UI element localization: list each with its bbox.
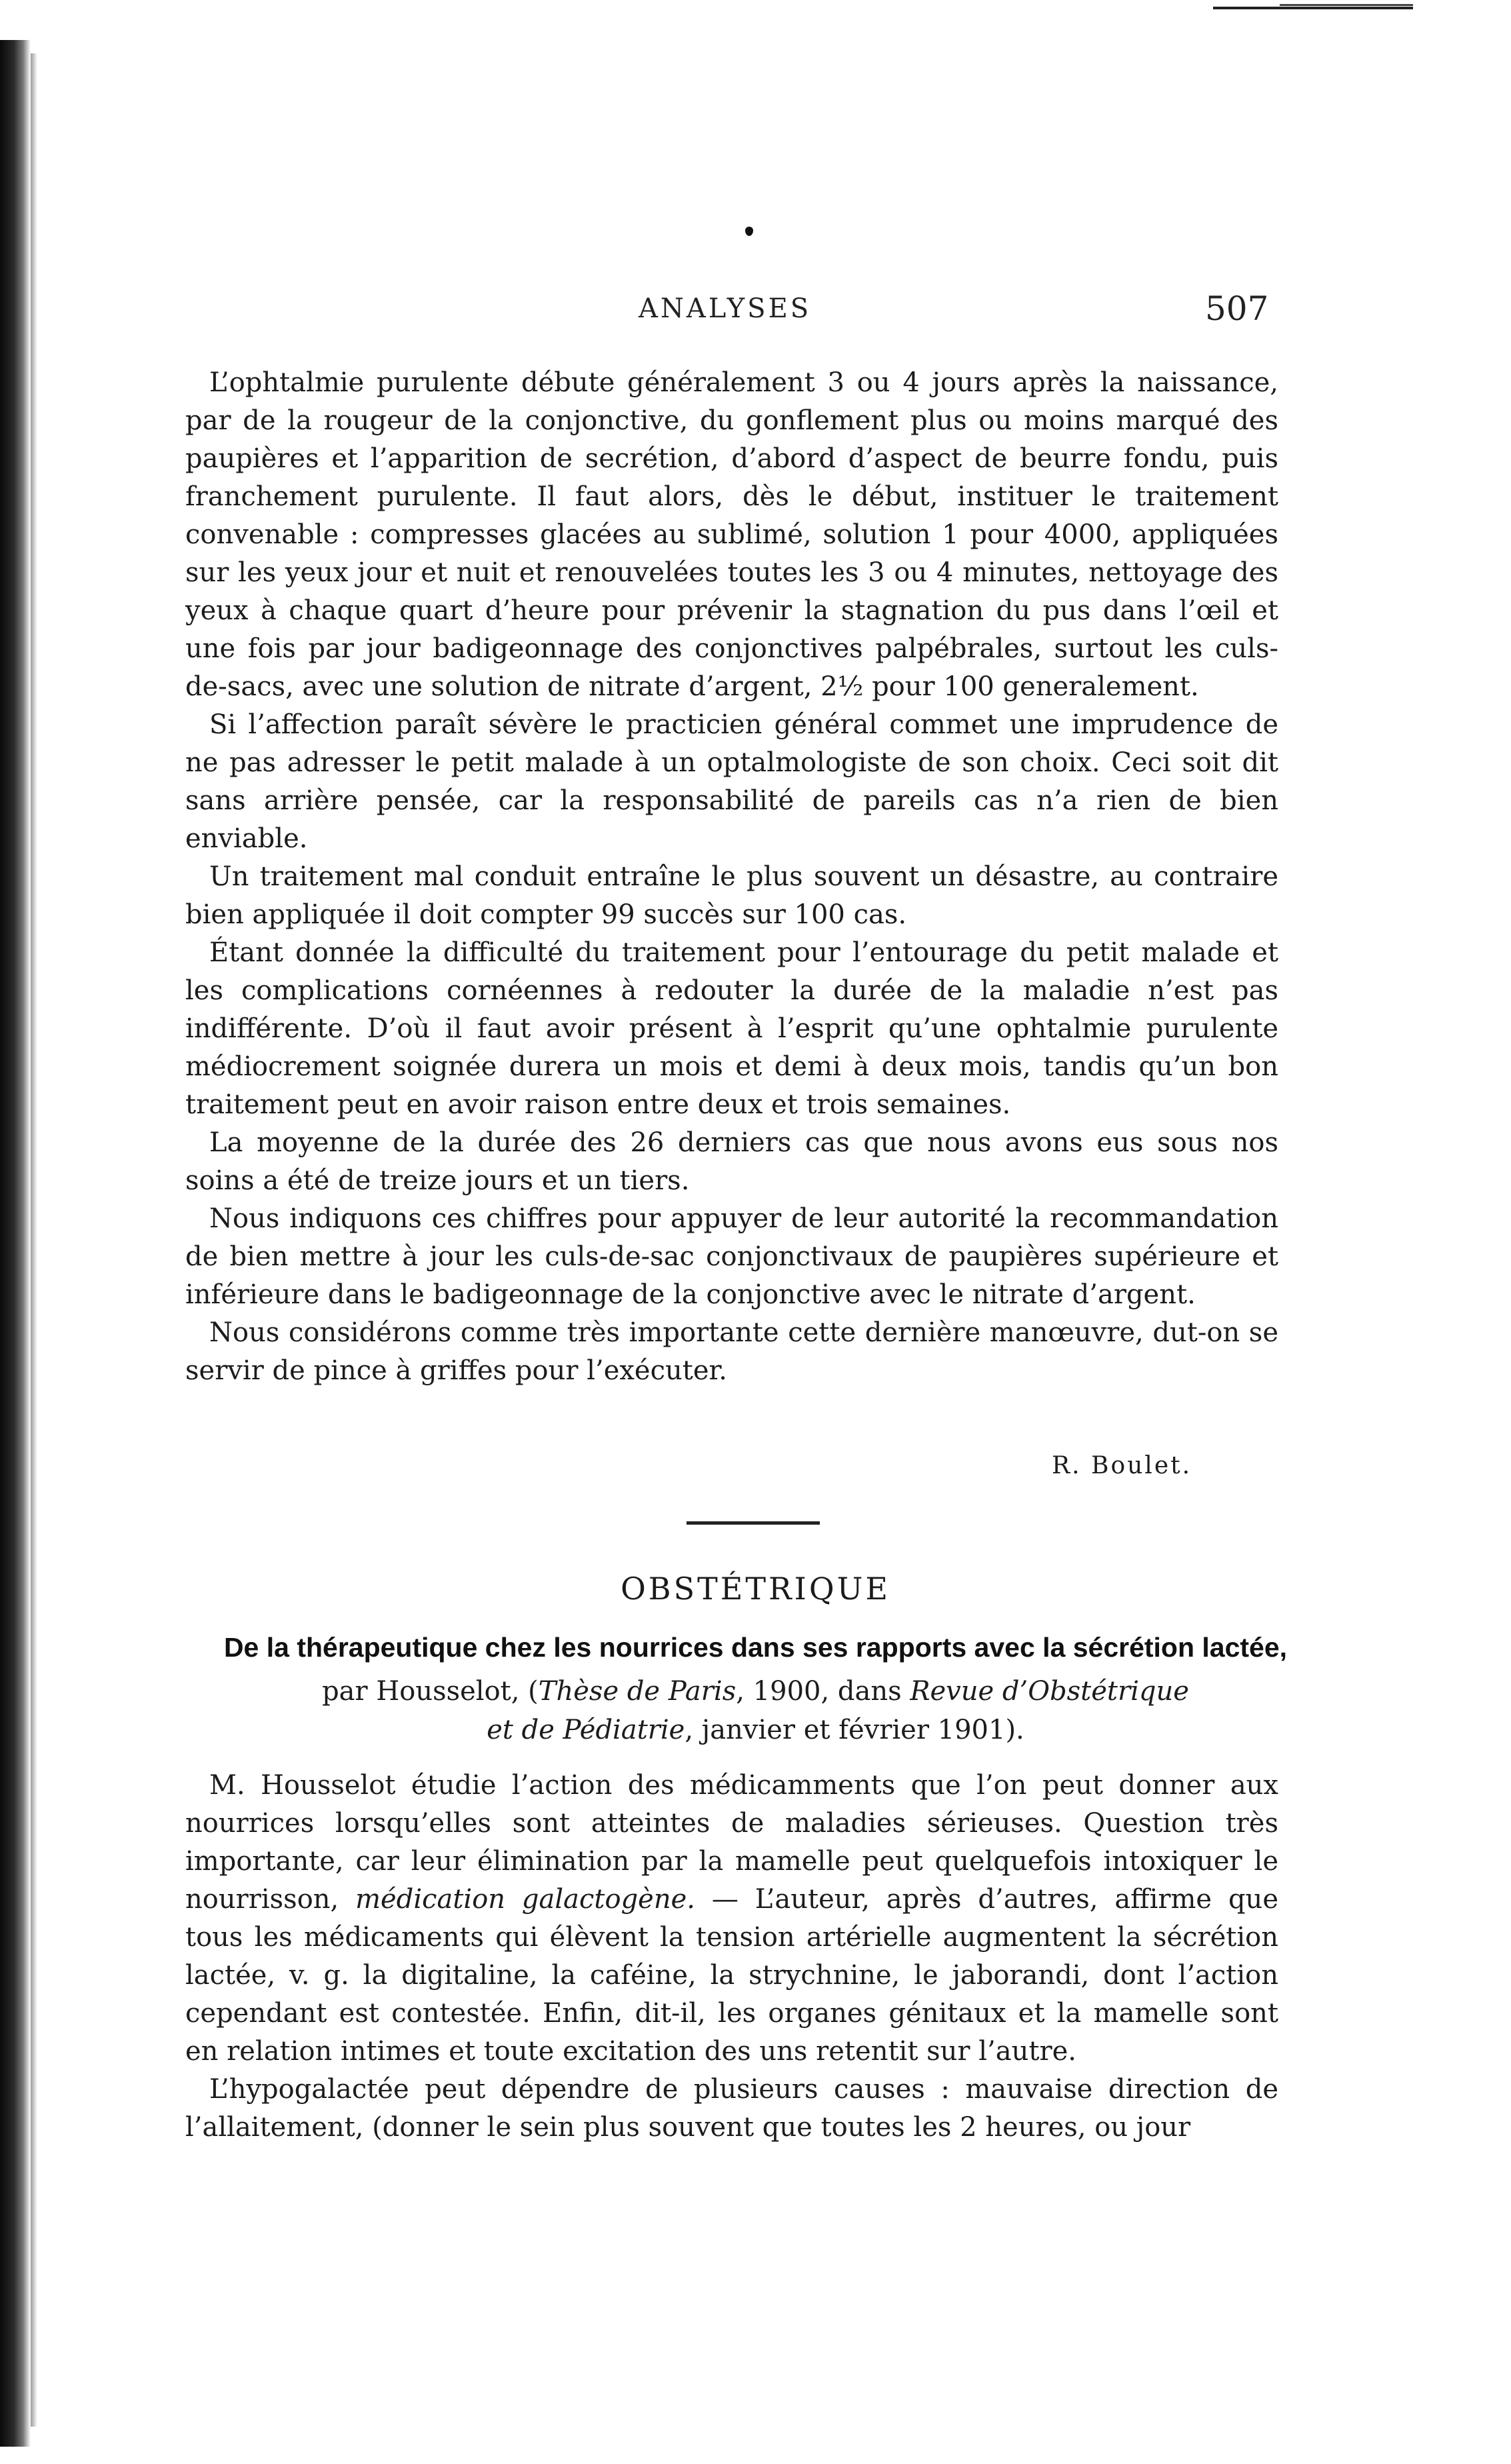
body-paragraph: La moyenne de la durée des 26 derniers cas que nous avons eus sous nos soins a été de treize jours et un tiers. [185, 1127, 1278, 1196]
page-gutter-fade [31, 53, 37, 2427]
citation-year: , 1900, dans [736, 1676, 910, 1707]
paragraph-text: M. Housselot étudie l’action des médicamments que l’on peut donner aux nourrices lorsqu’elles sont atteintes de maladies sérieuses. Question très importante, car leur élimination par la mamelle peut quelquefois intoxiquer le nourrisson, [185, 1770, 1278, 1915]
paragraph-text: — L’auteur, après d’autres, affirme que tous les médicaments qui élèvent la tension artérielle augmentent la sécrétion lactée, v. g. la digitaline, la caféine, la strychnine, le jaborandi, dont l’action cependant est contestée. Enfin, dit-il, les organes génitaux et la mamelle sont en relation intimes et toute excitation des uns retentit sur l’autre. [185, 1884, 1278, 2067]
citation-thesis: Thèse de Paris [538, 1676, 737, 1707]
scan-edge-mark-2 [1280, 4, 1413, 6]
citation-journal: Revue d’Obstétrique [910, 1676, 1189, 1707]
body-paragraph: Nous indiquons ces chiffres pour appuyer de leur autorité la recommandation de bien mettre à jour les culs-de-sac conjonctivaux de paupières supérieure et inférieure dans le badigeonnage de la conjonctive avec le nitrate d’argent. [185, 1203, 1278, 1310]
nursing-therapeutics-text-block [185, 1767, 1278, 2147]
section-heading: OBSTÉTRIQUE [621, 1571, 890, 1607]
body-paragraph: Nous considérons comme très importante cette dernière manœuvre, dut-on se servir de pince à griffes pour l’exécuter. [185, 1317, 1278, 1386]
body-paragraph [185, 1767, 1278, 2071]
body-paragraph: Si l’affection paraît sévère le practicien général commet une imprudence de ne pas adresser le petit malade à un optalmologiste de son choix. Ceci soit dit sans arrière pensée, car la responsabilité de pareils cas n’a rien de bien enviable. [185, 709, 1278, 854]
body-paragraph: L’ophtalmie purulente débute généralement 3 ou 4 jours après la naissance, par de la rougeur de la conjonctive, du gonflement plus ou moins marqué des paupières et l’apparition de secrétion, d’abord d’aspect de beurre fondu, puis franchement purulente. Il faut alors, dès le début, instituer le traitement convenable : compresses glacées au sublimé, solution 1 pour 4000, appliquées sur les yeux jour et nuit et renouvelées toutes les 3 ou 4 minutes, nettoyage des yeux à chaque quart d’heure pour prévenir la stagnation du pus dans l’œil et une fois par jour badigeonnage des conjonctives palpébrales, surtout les culs- de-sacs, avec une solution de nitrate d’argent, 2½ pour 100 generalement. [185, 367, 1278, 702]
author-signature: R. Boulet. [1052, 1452, 1192, 1479]
citation-journal-cont: et de Pédiatrie [487, 1715, 685, 1745]
running-head: ANALYSES [639, 293, 812, 324]
article-citation [0, 1672, 1511, 1749]
article-title: De la thérapeutique chez les nourrices dans ses rapports avec la sécrétion lactée, [223, 1632, 1288, 1663]
ink-dot-mark [745, 227, 753, 236]
page-number: 507 [1205, 289, 1269, 328]
citation-date: , janvier et février 1901). [685, 1715, 1024, 1745]
ophthalmia-text-block [185, 364, 1278, 1390]
body-paragraph: Un traitement mal conduit entraîne le plus souvent un désastre, au contraire bien appliquée il doit compter 99 succès sur 100 cas. [185, 861, 1278, 930]
scan-edge-mark [1213, 7, 1413, 9]
body-paragraph: Étant donnée la difficulté du traitement pour l’entourage du petit malade et les complications cornéennes à redouter la durée de la maladie n’est pas indifférente. D’où il faut avoir présent à l’esprit qu’une ophtalmie purulente médiocrement soignée durera un mois et demi à deux mois, tandis qu’un bon traitement peut en avoir raison entre deux et trois semaines. [185, 937, 1278, 1120]
emphasized-term: médication galactogène. [355, 1884, 695, 1915]
citation-line-2 [0, 1711, 1511, 1749]
section-divider [687, 1521, 820, 1525]
page-gutter-shadow [0, 40, 31, 2447]
body-paragraph: L’hypogalactée peut dépendre de plusieurs causes : mauvaise direction de l’allaitement, (donner le sein plus souvent que toutes les 2 heures, ou jour [185, 2074, 1278, 2143]
citation-author: par Housselot, ( [322, 1676, 539, 1707]
citation-line-1 [0, 1672, 1511, 1711]
